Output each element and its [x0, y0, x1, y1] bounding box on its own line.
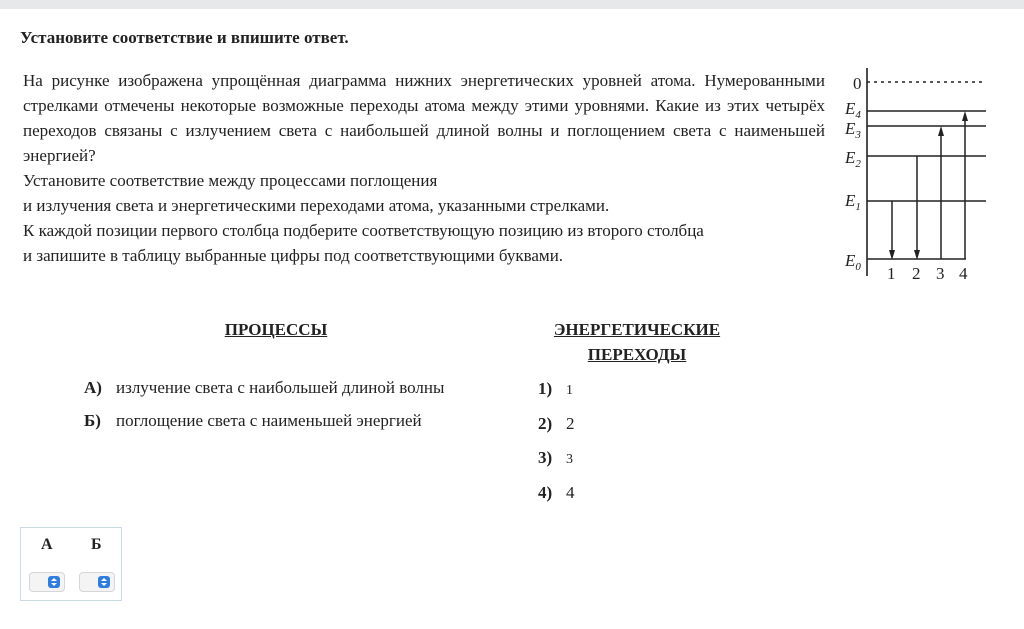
task-line: и излучения света и энергетическими переходами атома, указанными стрелками.	[23, 196, 610, 215]
arrow-head-4	[962, 111, 968, 121]
level-e4-label: $E_4$	[845, 99, 861, 121]
option-text: 4	[566, 483, 575, 502]
arrow-head-3	[938, 126, 944, 136]
task-line: К каждой позиции первого столбца подберите соответствующую позицию из второго столбца	[23, 221, 704, 240]
level-e0-label: $E_0$	[845, 251, 861, 273]
transitions-header-line: ПЕРЕХОДЫ	[587, 345, 687, 364]
transitions-header	[537, 317, 737, 367]
option-mark: 2)	[538, 414, 553, 433]
level-e3-label: $E_3$	[845, 119, 861, 141]
process-mark: Б)	[84, 411, 101, 430]
select-arrows-icon	[98, 576, 110, 588]
arrow-label-1: 1	[887, 264, 896, 283]
answer-b-select[interactable]	[79, 572, 115, 592]
task-line: Установите соответствие между процессами поглощения	[23, 171, 438, 190]
level-e1-label: $E_1$	[845, 191, 861, 213]
level-zero-label: 0	[853, 74, 862, 93]
answer-col-a-header: А	[41, 536, 53, 553]
transition-option-1	[538, 379, 573, 399]
arrow-label-2: 2	[912, 264, 921, 283]
task-title: Установите соответствие и впишите ответ.	[20, 28, 349, 47]
option-text: 2	[566, 414, 575, 433]
process-item-b	[84, 411, 422, 431]
arrow-label-4: 4	[959, 264, 968, 283]
option-text: 3	[566, 452, 573, 467]
option-mark: 1)	[538, 379, 553, 398]
process-text: излучение света с наибольшей длиной волны	[116, 378, 445, 397]
processes-header: ПРОЦЕССЫ	[224, 320, 328, 339]
task-text	[23, 68, 825, 268]
task-line: и запишите в таблицу выбранные цифры под соответствующими буквами.	[23, 246, 564, 265]
arrow-label-3: 3	[936, 264, 945, 283]
answer-a-select[interactable]	[29, 572, 65, 592]
transition-option-3	[538, 448, 573, 468]
answer-table	[20, 527, 122, 601]
option-mark: 3)	[538, 448, 553, 467]
energy-level-diagram	[836, 66, 988, 284]
answer-col-b-header: Б	[91, 536, 102, 553]
transition-option-2	[538, 414, 575, 434]
transition-option-4	[538, 483, 575, 503]
level-e2-label: $E_2$	[845, 148, 861, 170]
transitions-header-line: ЭНЕРГЕТИЧЕСКИЕ	[553, 320, 721, 339]
option-mark: 4)	[538, 483, 553, 502]
process-item-a	[84, 378, 444, 398]
option-text: 1	[566, 383, 573, 398]
process-text: поглощение света с наименьшей энергией	[116, 411, 422, 430]
top-bar	[0, 0, 1024, 9]
select-arrows-icon	[48, 576, 60, 588]
task-paragraph: На рисунке изображена упрощённая диаграмма нижних энергетических уровней атома. Нумерованными стрелками отмечены некоторые возможные переходы атома между этими уровнями. Какие из этих четырёх переходов связаны с излучением света с наибольшей длиной волны и поглощением света с наименьшей энергией?	[23, 71, 825, 165]
process-mark: А)	[84, 378, 102, 397]
